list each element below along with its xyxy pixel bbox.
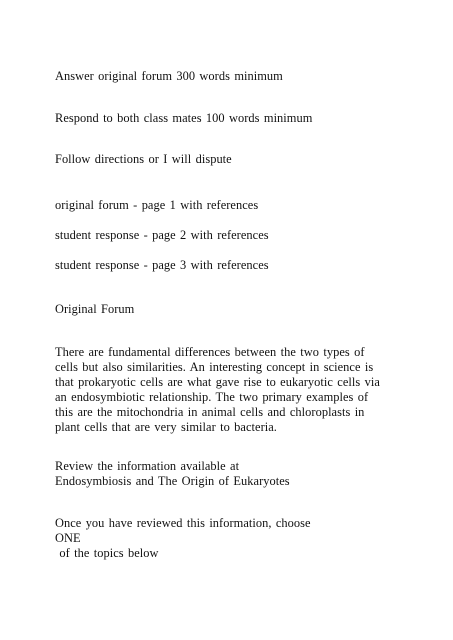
body-paragraph-line: this are the mitochondria in animal cells and chloroplasts in — [55, 405, 365, 419]
section-heading: Original Forum — [55, 302, 135, 316]
review-line: Review the information available at — [55, 459, 240, 473]
body-paragraph-line: cells but also similarities. An interesting concept in science is — [55, 360, 374, 374]
page-list-item: original forum - page 1 with references — [55, 198, 259, 212]
choose-line: of the topics below — [55, 546, 159, 560]
page-list-item: student response - page 3 with references — [55, 258, 269, 272]
body-paragraph-line: plant cells that are very similar to bacteria. — [55, 420, 277, 434]
response-requirement-text: Respond to both class mates 100 words minimum — [55, 111, 313, 125]
body-paragraph-line: There are fundamental differences between the two types of — [55, 345, 365, 359]
body-paragraph-line: that prokaryotic cells are what gave rise to eukaryotic cells via — [55, 375, 380, 389]
warning-text: Follow directions or I will dispute — [55, 152, 232, 166]
choose-line: ONE — [55, 531, 81, 545]
body-paragraph-line: an endosymbiotic relationship. The two primary examples of — [55, 390, 369, 404]
review-line: Endosymbiosis and The Origin of Eukaryotes — [55, 474, 290, 488]
choose-line: Once you have reviewed this information, choose — [55, 516, 311, 530]
page-list-item: student response - page 2 with references — [55, 228, 269, 242]
forum-requirement-text: Answer original forum 300 words minimum — [55, 69, 283, 83]
